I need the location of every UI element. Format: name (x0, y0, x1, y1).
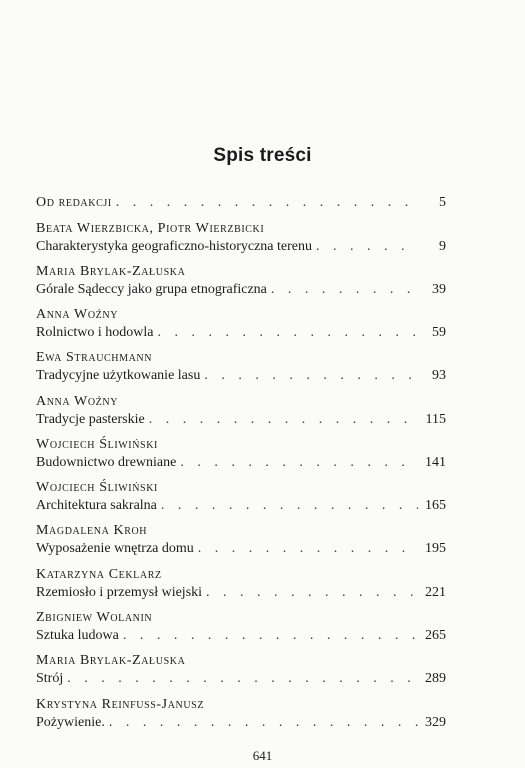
toc-entry-title: Rzemiosło i przemysł wiejski (36, 585, 203, 600)
toc-entry-page: 5 (439, 195, 446, 210)
toc-entry-page: 195 (425, 541, 446, 556)
toc-entry-author: Krystyna Reinfuss-Janusz (36, 697, 205, 712)
toc-entry (36, 522, 446, 558)
toc-entry-title: Architektura sakralna (36, 498, 157, 513)
toc-entry-page: 141 (425, 455, 446, 470)
toc-entry-author: Maria Brylak-Załuska (36, 653, 186, 668)
dot-leader (271, 281, 418, 299)
dot-leader (116, 194, 418, 212)
dot-leader (67, 670, 418, 688)
toc-entry-page: 265 (425, 628, 446, 643)
dot-leader (316, 238, 418, 256)
toc-entry-author: Wojciech Śliwiński (36, 480, 158, 495)
toc-entry-title: Górale Sądeccy jako grupa etnograficzna (36, 282, 267, 297)
toc-entry-page: 329 (425, 715, 446, 730)
page-title: Spis treści (213, 145, 312, 166)
toc-entry (36, 306, 446, 342)
toc-entry-title: Budownictwo drewniane (36, 455, 177, 470)
page-number: 641 (252, 748, 273, 763)
dot-leader (180, 454, 418, 472)
toc-entry-title: Wyposażenie wnętrza domu (36, 541, 194, 556)
toc-entry-author: Maria Brylak-Załuska (36, 264, 186, 279)
toc-entry (36, 652, 446, 688)
dot-leader (204, 367, 418, 385)
toc-entry-title: Rolnictwo i hodowla (36, 325, 154, 340)
toc-entry (36, 436, 446, 472)
dot-leader (123, 627, 418, 645)
toc-entry-title: Od redakcji (36, 195, 112, 210)
toc-entry-page: 9 (439, 239, 446, 254)
toc-entry (36, 393, 446, 429)
toc-entry-page: 289 (425, 671, 446, 686)
toc-entry-author: Wojciech Śliwiński (36, 437, 158, 452)
toc-entry-title: Sztuka ludowa (36, 628, 119, 643)
toc-entry (36, 566, 446, 602)
toc-entry (36, 263, 446, 299)
toc-entry-title: Tradycje pasterskie (36, 412, 145, 427)
toc-entry-page: 93 (432, 368, 446, 383)
toc-entry-page: 59 (432, 325, 446, 340)
toc-entry-author: Beata Wierzbicka, Piotr Wierzbicki (36, 221, 265, 236)
dot-leader (161, 497, 418, 515)
toc-entry-page: 115 (425, 412, 446, 427)
toc-entry-author: Anna Woźny (36, 307, 119, 322)
toc-entry (36, 696, 446, 732)
toc-entry-page: 221 (425, 585, 446, 600)
dot-leader (157, 324, 418, 342)
toc-entry-title: Pożywienie. (36, 715, 105, 730)
toc-entry (36, 479, 446, 515)
toc-entry-page: 39 (432, 282, 446, 297)
toc-entry-author: Katarzyna Ceklarz (36, 567, 162, 582)
toc-entry (36, 349, 446, 385)
dot-leader (198, 540, 418, 558)
toc-entry-author: Zbigniew Wolanin (36, 610, 153, 625)
dot-leader (149, 411, 418, 429)
dot-leader (206, 584, 418, 602)
toc-entry (36, 609, 446, 645)
toc-entry (36, 220, 446, 256)
toc-entry-author: Ewa Strauchmann (36, 350, 153, 365)
toc-entry-author: Anna Woźny (36, 394, 119, 409)
toc-entry-page: 165 (425, 498, 446, 513)
toc-entry-intro (36, 194, 446, 212)
toc-entry-author: Magdalena Kroh (36, 523, 148, 538)
dot-leader (109, 714, 418, 732)
toc-entry-title: Charakterystyka geograficzno-historyczna terenu (36, 239, 312, 254)
toc-entry-title: Strój (36, 671, 64, 686)
toc-entry-title: Tradycyjne użytkowanie lasu (36, 368, 201, 383)
